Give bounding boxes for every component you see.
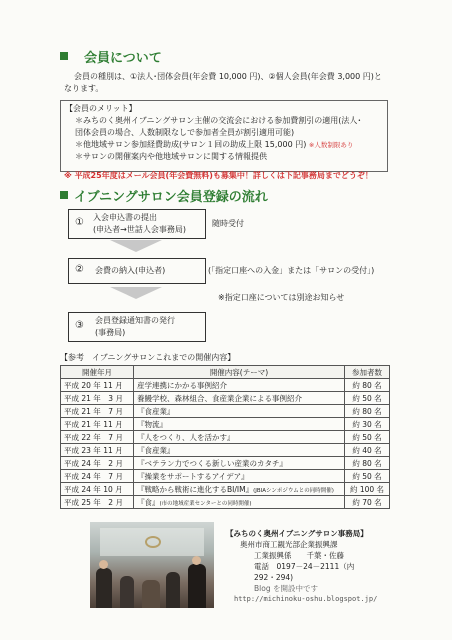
theme-cell <box>134 496 345 509</box>
flow-heading: イブニングサロン会員登録の流れ <box>74 190 268 205</box>
theme-text: 『戦略から戦術に進化するBI/IM』 <box>137 484 254 494</box>
event-photo <box>90 522 214 608</box>
theme-cell <box>134 431 345 444</box>
column-header: 参加者数 <box>345 366 390 379</box>
merit-item-cont: 団体会員の場合、人数制限なしで参加者全員が割引適用可能) <box>75 128 295 137</box>
date-cell: 平成 24 年 7 月 <box>61 470 134 483</box>
step2-sub-note: ※指定口座については別途お知らせ <box>218 293 345 302</box>
theme-text: 『ベテラン力でつくる新しい産業のカタチ』 <box>137 458 287 468</box>
theme-note: (JBIAシンポジウムとの同時開催) <box>253 487 334 494</box>
person-head <box>99 560 108 569</box>
attendance-cell: 約 50 名 <box>345 431 390 444</box>
attendance-cell: 約 100 名 <box>345 483 390 496</box>
step-title: 会員登録通知書の発行 <box>95 316 175 325</box>
attendance-cell: 約 40 名 <box>345 444 390 457</box>
office-phone: 電話 0197－24－2111（内 292・294) <box>254 562 355 582</box>
table-row <box>61 431 390 444</box>
theme-cell <box>134 457 345 470</box>
theme-text: 『物流』 <box>137 419 167 429</box>
down-arrow-icon <box>110 240 162 252</box>
office-title: 【みちのく奥州イブニングサロン事務局】 <box>226 529 368 538</box>
attendance-cell: 約 80 名 <box>345 379 390 392</box>
step-number: ② <box>75 264 84 275</box>
office-org: 奥州市商工観光部企業振興課 <box>240 540 338 549</box>
blog-link[interactable]: http://michinoku-oshu.blogspot.jp/ <box>234 595 378 603</box>
date-cell: 平成 24 年 2 月 <box>61 457 134 470</box>
intro-line: 会員の種別は、①法人･団体会員(年会費 10,000 円)、②個人会員(年会費 3,000 円)と <box>74 72 382 81</box>
step-number: ① <box>75 217 84 228</box>
theme-cell <box>134 444 345 457</box>
theme-note: (市の地域産業センターとの同時開催) <box>159 500 252 507</box>
date-cell: 平成 22 年 7 月 <box>61 431 134 444</box>
history-table <box>60 365 390 509</box>
down-arrow-icon <box>110 287 162 299</box>
merit-box <box>60 100 388 172</box>
date-cell: 平成 25 年 2 月 <box>61 496 134 509</box>
flow-step-1 <box>68 209 206 239</box>
step-number: ③ <box>75 320 84 331</box>
theme-text: 『食産業』 <box>137 445 175 455</box>
flow-step-3 <box>68 312 206 342</box>
table-row <box>61 392 390 405</box>
theme-text: 養鰻学校、森林組合、食産業企業による事例紹介 <box>137 393 302 403</box>
merit-item: ＊みちのく奥州イブニングサロン主催の交流会における参加費割引の適用(法人･ <box>75 116 362 125</box>
merit-item <box>75 139 383 151</box>
step1-note: 随時受付 <box>212 219 244 228</box>
membership-heading: 会員について <box>84 51 162 66</box>
step-subtitle: (事務局) <box>95 328 126 337</box>
merit-item: ＊サロンの開催案内や他地域サロンに関する情報提供 <box>75 152 267 161</box>
theme-text: 『人をつくり、人を活かす』 <box>137 432 235 442</box>
date-cell: 平成 21 年 11 月 <box>61 418 134 431</box>
person-figure <box>188 564 206 608</box>
history-title: 【参考 イブニングサロンこれまでの開催内容】 <box>60 353 236 362</box>
theme-text: 『食』 <box>137 497 160 507</box>
table-row <box>61 418 390 431</box>
table-row <box>61 457 390 470</box>
table-row <box>61 405 390 418</box>
date-cell: 平成 21 年 3 月 <box>61 392 134 405</box>
column-header: 開催年月 <box>61 366 134 379</box>
attendance-cell: 約 70 名 <box>345 496 390 509</box>
person-figure <box>120 576 134 608</box>
step-title: 入会申込書の提出 <box>93 213 157 222</box>
attendance-cell: 約 50 名 <box>345 392 390 405</box>
table-row <box>61 379 390 392</box>
merit-text: ＊他地域サロン参加経費助成(サロン１回の助成上限 15,000 円) <box>75 140 307 149</box>
office-info <box>226 528 378 605</box>
theme-cell <box>134 392 345 405</box>
person-head <box>192 556 201 565</box>
theme-text: 『操業をサポートするアイデア』 <box>137 471 249 481</box>
step2-note: (「指定口座への入金」または「サロンの受付」) <box>208 266 375 275</box>
step-title: 会費の納入(申込者) <box>95 266 166 275</box>
attendance-cell: 約 80 名 <box>345 457 390 470</box>
date-cell: 平成 20 年 11 月 <box>61 379 134 392</box>
logo-mark-icon <box>145 536 161 548</box>
theme-text: 『食産業』 <box>137 406 175 416</box>
membership-intro <box>64 71 404 95</box>
person-figure <box>142 580 160 608</box>
flow-step-2 <box>68 258 206 284</box>
theme-text: 産学連携にかかる事例紹介 <box>137 380 227 390</box>
mail-member-note: ※ 平成25年度はメール会員(年会費無料)も募集中！詳しくは下記事務局までどうぞ！ <box>64 171 373 180</box>
merit-title: 【会員のメリット】 <box>65 104 137 113</box>
section-marker-icon <box>60 191 68 199</box>
step-subtitle: (申込者→世話人会事務局) <box>93 225 186 234</box>
person-figure <box>166 572 180 608</box>
theme-cell <box>134 470 345 483</box>
theme-cell <box>134 483 345 496</box>
date-cell: 平成 21 年 7 月 <box>61 405 134 418</box>
table-row <box>61 444 390 457</box>
date-cell: 平成 23 年 11 月 <box>61 444 134 457</box>
office-section: 工業振興係 千葉・佐藤 <box>254 551 344 560</box>
attendance-cell: 約 50 名 <box>345 470 390 483</box>
theme-cell <box>134 405 345 418</box>
merit-limit-note: ※人数制限あり <box>308 141 354 149</box>
theme-cell <box>134 418 345 431</box>
section-marker-icon <box>60 52 68 60</box>
column-header: 開催内容(テーマ) <box>134 366 345 379</box>
table-row <box>61 483 390 496</box>
date-cell: 平成 24 年 10 月 <box>61 483 134 496</box>
theme-cell <box>134 379 345 392</box>
table-row <box>61 470 390 483</box>
table-header-row <box>61 366 390 379</box>
attendance-cell: 約 30 名 <box>345 418 390 431</box>
intro-line: なります。 <box>64 84 104 93</box>
table-row <box>61 496 390 509</box>
person-figure <box>96 568 112 608</box>
blog-label: Blog を開設中です <box>254 584 318 593</box>
attendance-cell: 約 80 名 <box>345 405 390 418</box>
